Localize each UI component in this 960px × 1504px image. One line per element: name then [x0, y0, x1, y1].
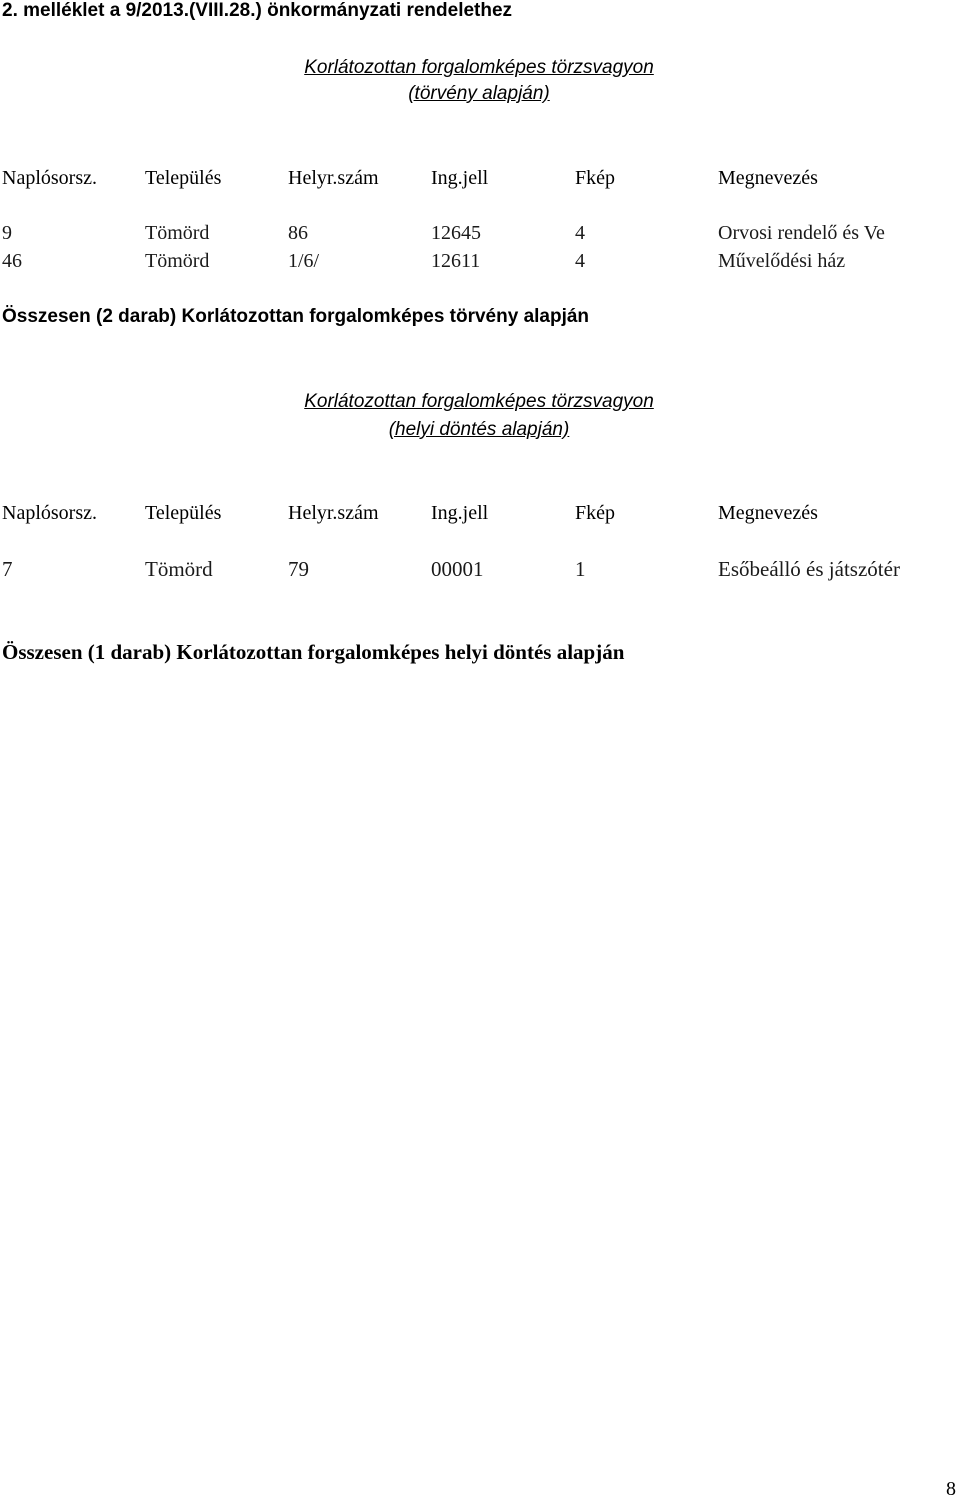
cell-naplosorsz: 9 — [2, 222, 12, 244]
page-number: 8 — [946, 1478, 956, 1500]
table-row — [0, 556, 960, 582]
cell-helyrszam: 1/6/ — [288, 250, 320, 272]
column-header-row — [0, 165, 960, 191]
section-summary: Összesen (2 darab) Korlátozottan forgalomképes törvény alapján — [2, 306, 590, 327]
table-row — [0, 248, 960, 274]
cell-megnevezes: Orvosi rendelő és Ve — [718, 222, 885, 244]
cell-naplosorsz: 46 — [2, 250, 22, 272]
cell-ingjell: 12611 — [431, 250, 481, 272]
column-header-ingjell: Ing.jell — [431, 167, 489, 189]
document-heading: 2. melléklet a 9/2013.(VIII.28.) önkormányzati rendelethez — [2, 0, 513, 21]
table-row — [0, 220, 960, 246]
cell-megnevezes: Művelődési ház — [718, 250, 846, 272]
cell-telepules: Tömörd — [145, 250, 210, 272]
column-header-ingjell: Ing.jell — [431, 502, 489, 524]
column-header-telepules: Település — [145, 502, 222, 524]
column-header-telepules: Település — [145, 167, 222, 189]
cell-fkep: 4 — [575, 250, 585, 272]
cell-helyrszam: 79 — [288, 557, 309, 581]
section-subtitle: (helyi döntés alapján) — [388, 419, 570, 440]
section-summary: Összesen (1 darab) Korlátozottan forgalomképes helyi döntés alapján — [2, 640, 625, 664]
section-subtitle: (törvény alapján) — [408, 83, 550, 104]
column-header-row — [0, 500, 960, 526]
column-header-fkep: Fkép — [575, 502, 615, 524]
cell-telepules: Tömörd — [145, 222, 210, 244]
column-header-megnevezes: Megnevezés — [718, 502, 818, 524]
column-header-fkep: Fkép — [575, 167, 615, 189]
column-header-helyrszam: Helyr.szám — [288, 167, 379, 189]
section-title: Korlátozottan forgalomképes törzsvagyon — [304, 391, 654, 412]
cell-naplosorsz: 7 — [2, 557, 13, 581]
cell-megnevezes: Esőbeálló és játszótér — [718, 557, 900, 581]
cell-ingjell: 12645 — [431, 222, 481, 244]
column-header-helyrszam: Helyr.szám — [288, 502, 379, 524]
cell-fkep: 1 — [575, 557, 586, 581]
cell-fkep: 4 — [575, 222, 585, 244]
cell-helyrszam: 86 — [288, 222, 308, 244]
column-header-naplosorsz: Naplósorsz. — [2, 167, 97, 189]
cell-ingjell: 00001 — [431, 557, 484, 581]
section-title: Korlátozottan forgalomképes törzsvagyon — [304, 57, 654, 78]
cell-telepules: Tömörd — [145, 557, 213, 581]
column-header-naplosorsz: Naplósorsz. — [2, 502, 97, 524]
column-header-megnevezes: Megnevezés — [718, 167, 818, 189]
